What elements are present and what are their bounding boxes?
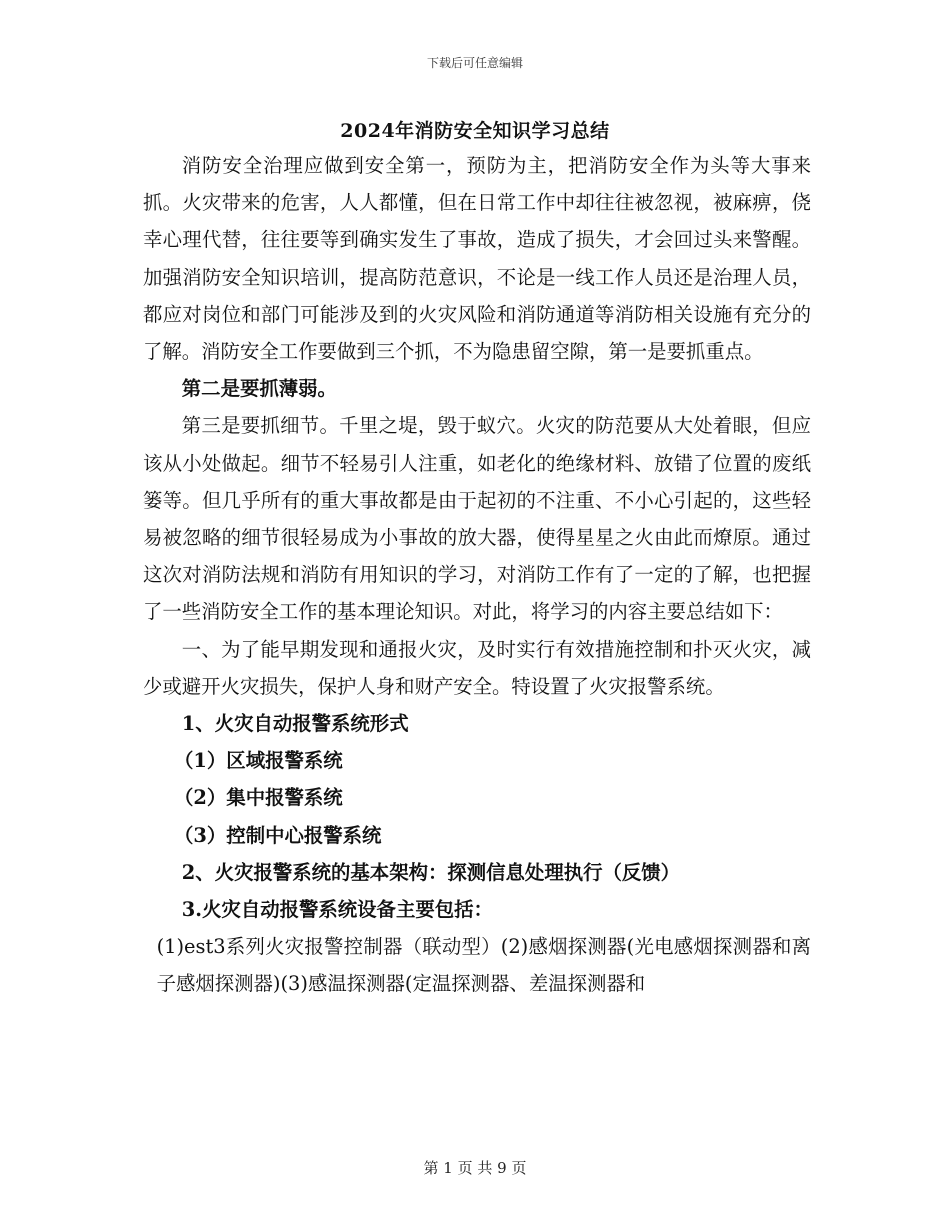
document-body — [143, 147, 811, 1003]
list-item-control-center-alarm: （3）控制中心报警系统 — [174, 823, 382, 847]
header-note: 下载后可任意编辑 — [426, 56, 523, 70]
paragraph-equipment-list: (1)est3系列火灾报警控制器（联动型）(2)感烟探测器(光电感烟探测器和离子感烟探测器)(3)感温探测器(定温探测器、差温探测器和 — [156, 935, 811, 996]
list-item-central-alarm: （2）集中报警系统 — [174, 786, 343, 810]
paragraph-intro: 消防安全治理应做到安全第一，预防为主，把消防安全作为头等大事来抓。火灾带来的危害，人人都懂，但在日常工作中却往往被忽视，被麻痹，侥幸心理代替，往往要等到确实发生了事故，造成了损失，才会回过头来警醒。加强消防安全知识培训，提高防范意识，不论是一线工作人员还是治理人员，都应对岗位和部门可能涉及到的火灾风险和消防通道等消防相关设施有充分的了解。消防安全工作要做到三个抓，不为隐患留空隙，第一是要抓重点。 — [143, 154, 811, 364]
heading-equipment: 3.火灾自动报警系统设备主要包括： — [181, 898, 493, 922]
paragraph-point-two: 第二是要抓薄弱。 — [181, 377, 337, 401]
paragraph-point-three: 第三是要抓细节。千里之堤，毁于蚁穴。火灾的防范要从大处着眼，但应该从小处做起。细节不轻易引人注重，如老化的绝缘材料、放错了位置的废纸篓等。但几乎所有的重大事故都是由于起初的不注重、不小心引起的，这些轻易被忽略的细节很轻易成为小事故的放大器，使得星星之火由此而燎原。通过这次对消防法规和消防有用知识的学习，对消防工作有了一定的了解，也把握了一些消防安全工作的基本理论知识。对此，将学习的内容主要总结如下： — [143, 414, 811, 624]
heading-alarm-forms: 1、火灾自动报警系统形式 — [181, 712, 409, 736]
paragraph-section-one: 一、为了能早期发现和通报火灾，及时实行有效措施控制和扑灭火灾，减少或避开火灾损失，保护人身和财产安全。特设置了火灾报警系统。 — [143, 637, 811, 698]
page-number: 第 1 页 共 9 页 — [423, 1159, 527, 1177]
heading-system-architecture: 2、火灾报警系统的基本架构：探测信息处理执行（反馈） — [181, 860, 681, 884]
document-title: 2024年消防安全知识学习总结 — [340, 120, 610, 142]
list-item-regional-alarm: （1）区域报警系统 — [174, 749, 343, 773]
